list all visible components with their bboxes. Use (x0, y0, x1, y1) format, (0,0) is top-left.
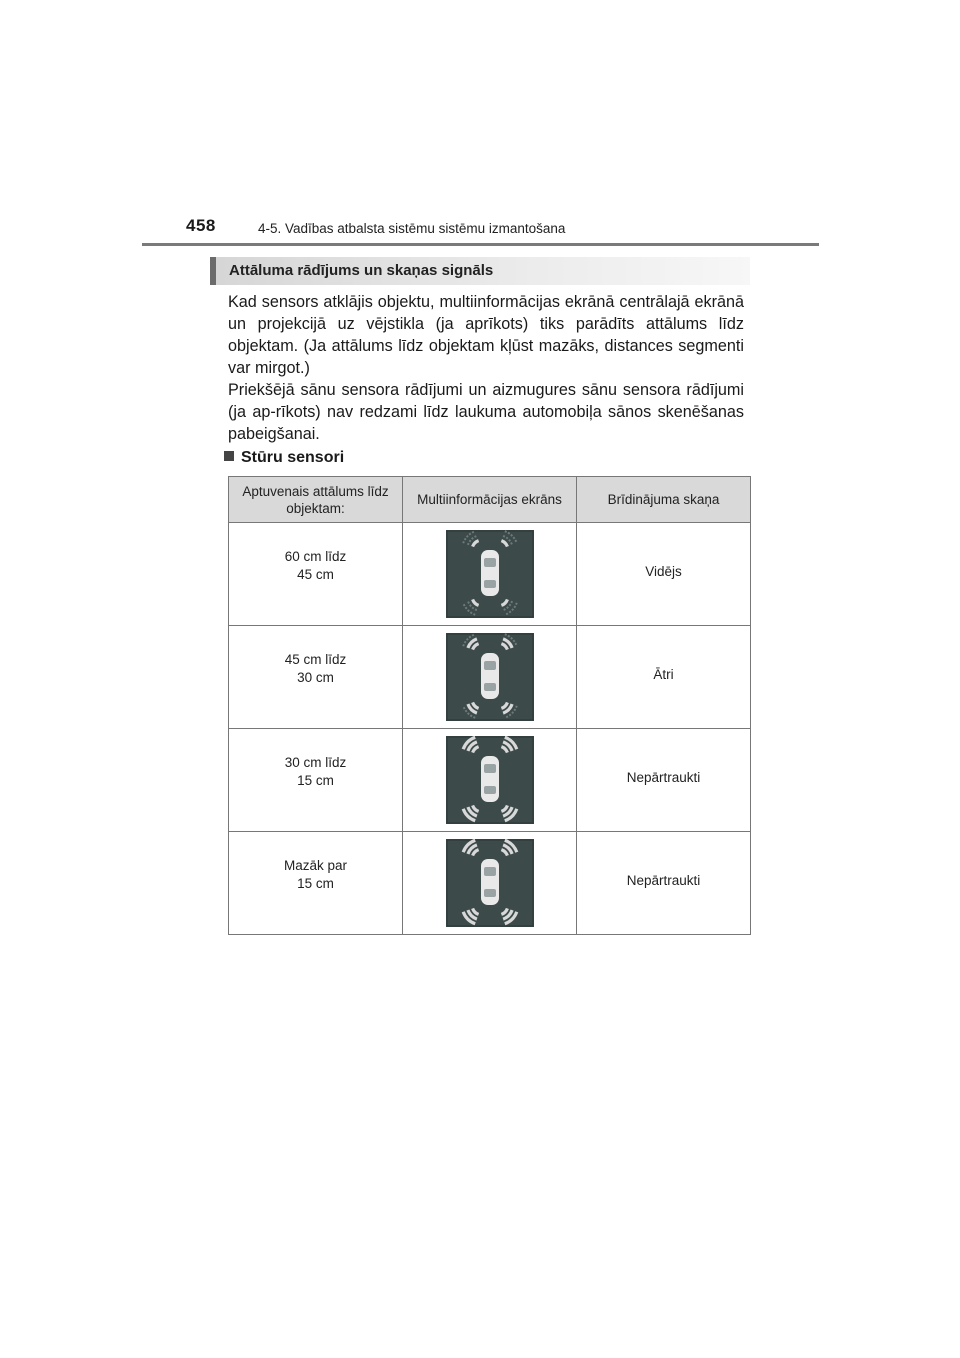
car-corner-sensor-level-1-icon (446, 530, 534, 618)
table-row (229, 626, 751, 729)
paragraph-distance-display: Kad sensors atklājis objektu, multiinformācijas ekrānā centrālajā ekrānā un projekcijā uz vējstikla (ja aprīkots) tiks parādīts attālums līdz objektam. (Ja attālums līdz objektam kļūst mazāks, distances segmenti var mirgot.) (228, 293, 744, 377)
sound-cell (577, 729, 751, 832)
corner-sensor-table (228, 476, 751, 935)
sound-cell (577, 523, 751, 626)
header-divider (142, 243, 819, 246)
display-cell (403, 832, 577, 935)
distance-cell (229, 729, 403, 832)
table-header-row (229, 477, 751, 523)
display-cell (403, 729, 577, 832)
table-row (229, 729, 751, 832)
distance-cell (229, 523, 403, 626)
sound-cell (577, 626, 751, 729)
column-header-display: Multiinformācijas ekrāns (403, 477, 577, 523)
warning-sound-text: Vidējs (645, 564, 682, 579)
distance-text: 45 cm līdz 30 cm (284, 652, 347, 685)
paragraph-side-sensors: Priekšējā sānu sensora rādījumi un aizmugures sānu sensora rādījumi (ja ap-rīkots) nav redzami līdz laukuma automobiļa sānos skenēšanas pabeigšanai. (228, 381, 744, 443)
car-corner-sensor-level-3-icon (446, 736, 534, 824)
subsection-title: Stūru sensori (241, 449, 345, 466)
column-header-distance: Aptuvenais attālums līdz objektam: (229, 477, 403, 523)
subsection-heading (224, 449, 344, 467)
warning-sound-text: Ātri (653, 667, 674, 682)
column-header-sound: Brīdinājuma skaņa (577, 477, 751, 523)
distance-cell (229, 832, 403, 935)
square-bullet-icon (224, 451, 234, 461)
distance-text: 60 cm līdz 45 cm (284, 549, 347, 582)
table-row (229, 832, 751, 935)
section-heading-bar (210, 257, 750, 285)
chapter-title: 4-5. Vadības atbalsta sistēmu sistēmu izmantošana (258, 221, 566, 236)
sound-cell (577, 832, 751, 935)
car-corner-sensor-level-4-icon (446, 839, 534, 927)
car-corner-sensor-level-2-icon (446, 633, 534, 721)
warning-sound-text: Nepārtraukti (626, 770, 701, 785)
distance-text: 30 cm līdz 15 cm (284, 755, 347, 788)
display-cell (403, 523, 577, 626)
page-number: 458 (186, 216, 216, 235)
table-row (229, 523, 751, 626)
display-cell (403, 626, 577, 729)
section-title: Attāluma rādījums un skaņas signāls (229, 262, 494, 279)
distance-cell (229, 626, 403, 729)
warning-sound-text: Nepārtraukti (626, 873, 701, 888)
distance-text: Mazāk par 15 cm (283, 858, 348, 891)
